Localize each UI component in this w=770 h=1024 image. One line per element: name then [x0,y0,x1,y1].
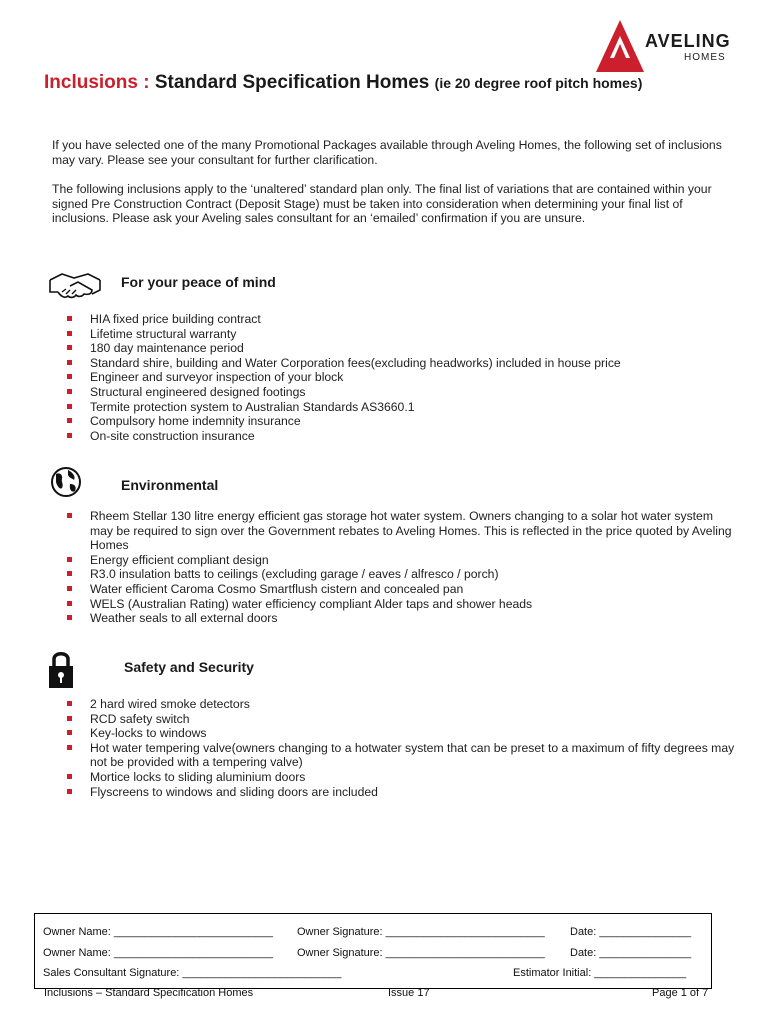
list-item: Standard shire, building and Water Corporation fees(excluding headworks) included in house price [66,356,736,371]
signoff-box [34,913,712,989]
section-heading-peace-of-mind: For your peace of mind [121,274,276,290]
list-item: Compulsory home indemnity insurance [66,414,736,429]
list-item: Flyscreens to windows and sliding doors are included [66,785,736,800]
list-item: Key-locks to windows [66,726,736,741]
logo-name: AVELING [645,31,731,51]
list-item: 2 hard wired smoke detectors [66,697,736,712]
footer-page-number: Page 1 of 7 [652,987,709,999]
intro-paragraph-1: If you have selected one of the many Promotional Packages available through Aveling Homes, the following set of inclusions may vary. Please see your consultant for further clarification. [52,138,722,167]
environmental-list [66,509,736,626]
section-heading-safety-security: Safety and Security [124,659,254,675]
list-item: Energy efficient compliant design [66,553,736,568]
estimator-initial-field[interactable]: Estimator Initial: _______________ [513,967,687,979]
owner-signature-field-2[interactable]: Owner Signature: __________________________ [297,947,545,959]
list-item: Lifetime structural warranty [66,327,736,342]
padlock-icon [46,648,76,690]
list-item: Rheem Stellar 130 litre energy efficient gas storage hot water system. Owners changing to a solar hot water system may be required to sign over the Government rebates to Aveling Homes. This is reflected in the price quoted by Aveling Homes [66,509,736,553]
title-prefix: Inclusions : [44,72,155,93]
globe-icon [50,466,82,498]
list-item: On-site construction insurance [66,429,736,444]
handshake-icon [48,270,102,302]
list-item: HIA fixed price building contract [66,312,736,327]
owner-name-field-2[interactable]: Owner Name: __________________________ [43,947,273,959]
list-item: Structural engineered designed footings [66,385,736,400]
list-item: Termite protection system to Australian Standards AS3660.1 [66,400,736,415]
list-item: Mortice locks to sliding aluminium doors [66,770,736,785]
peace-of-mind-list [66,312,736,443]
page-title [44,72,642,94]
list-item: 180 day maintenance period [66,341,736,356]
list-item: Weather seals to all external doors [66,611,736,626]
title-main: Standard Specification Homes [154,72,430,93]
logo-subtitle: HOMES [684,52,726,63]
owner-signature-field-1[interactable]: Owner Signature: __________________________ [297,926,545,938]
date-field-1[interactable]: Date: _______________ [570,926,692,938]
safety-security-list [66,697,736,799]
section-heading-environmental: Environmental [121,477,219,493]
list-item: Hot water tempering valve(owners changing to a hotwater system that can be preset to a maximum of fifty degrees may not be provided with a tempering valve) [66,741,736,770]
list-item: Water efficient Caroma Cosmo Smartflush cistern and concealed pan [66,582,736,597]
title-note: (ie 20 degree roof pitch homes) [434,75,643,91]
sales-consultant-signature-field[interactable]: Sales Consultant Signature: __________________________ [43,967,342,979]
list-item: R3.0 insulation batts to ceilings (excluding garage / eaves / alfresco / porch) [66,567,736,582]
owner-name-field-1[interactable]: Owner Name: __________________________ [43,926,273,938]
footer-document-title: Inclusions – Standard Specification Homes [44,987,254,999]
aveling-logo-mark-icon [596,18,646,74]
list-item: Engineer and surveyor inspection of your block [66,370,736,385]
intro-paragraph-2: The following inclusions apply to the ‘unaltered’ standard plan only. The final list of variations that are contained within your signed Pre Construction Contract (Deposit Stage) must be taken into consideration when determining your final list of inclusions. Please ask your Aveling sales consultant for an ‘emailed’ confirmation if you are unsure. [52,182,712,226]
aveling-logo [596,18,756,74]
footer-issue: Issue 17 [388,987,430,999]
list-item: WELS (Australian Rating) water efficiency compliant Alder taps and shower heads [66,597,736,612]
date-field-2[interactable]: Date: _______________ [570,947,692,959]
list-item: RCD safety switch [66,712,736,727]
